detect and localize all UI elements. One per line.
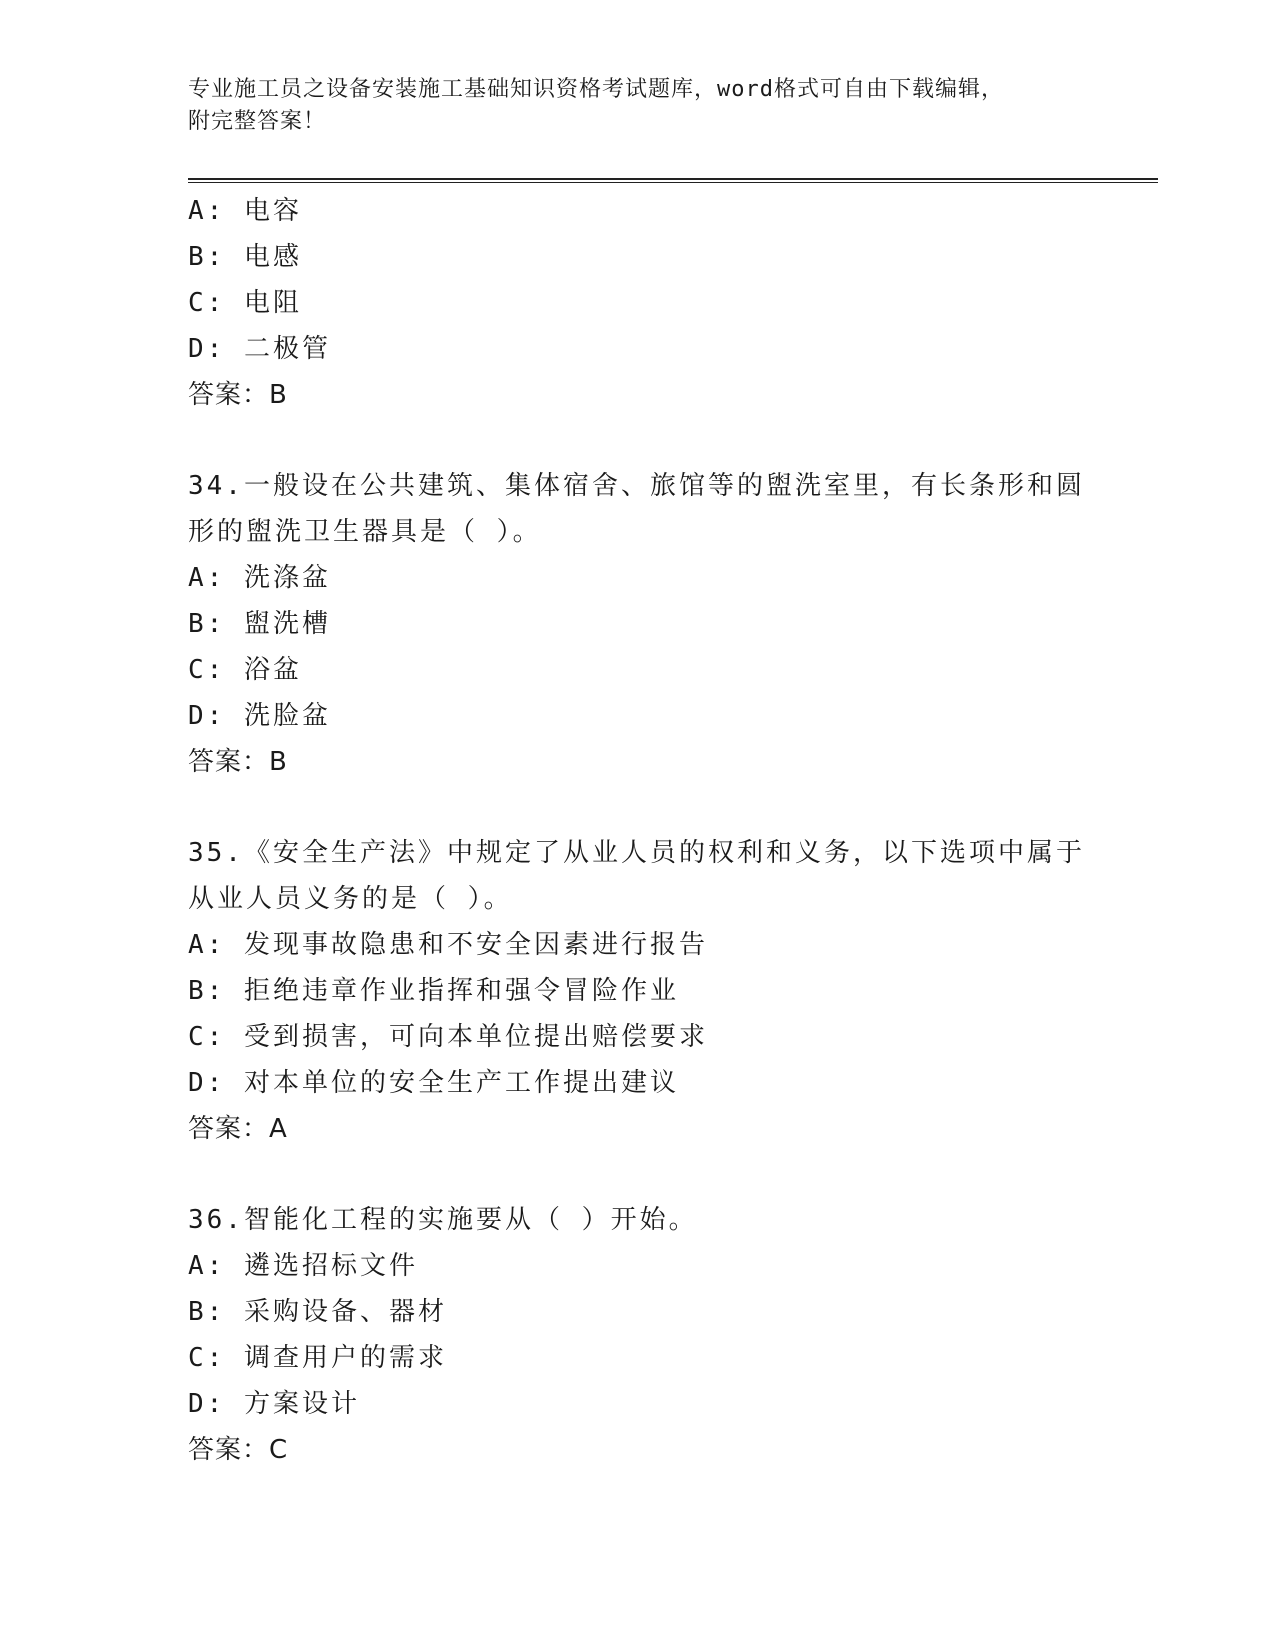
question-stem-line-2: 形的盥洗卫生器具是（ ）。 bbox=[188, 517, 542, 547]
question-33 bbox=[188, 188, 1088, 418]
header-line-2: 附完整答案！ bbox=[188, 109, 327, 134]
option-b: B: 电感 bbox=[188, 242, 302, 272]
option-c: C: 受到损害，可向本单位提出赔偿要求 bbox=[188, 1022, 708, 1052]
option-d: D: 二极管 bbox=[188, 334, 331, 364]
answer: 答案：B bbox=[188, 747, 288, 777]
question-34 bbox=[188, 463, 1088, 785]
question-stem-line-2: 从业人员义务的是（ ）。 bbox=[188, 884, 513, 914]
option-a: A: 电容 bbox=[188, 196, 302, 226]
option-d: D: 对本单位的安全生产工作提出建议 bbox=[188, 1068, 679, 1098]
option-b: B: 盥洗槽 bbox=[188, 609, 331, 639]
answer: 答案：B bbox=[188, 380, 288, 410]
header-line-1: 专业施工员之设备安装施工基础知识资格考试题库，word格式可自由下载编辑， bbox=[188, 77, 1004, 102]
option-a: A: 遴选招标文件 bbox=[188, 1251, 418, 1281]
question-stem-line-1: 36.智能化工程的实施要从（ ）开始。 bbox=[188, 1205, 698, 1235]
question-list bbox=[188, 188, 1088, 1473]
option-b: B: 采购设备、器材 bbox=[188, 1297, 447, 1327]
option-d: D: 方案设计 bbox=[188, 1389, 360, 1419]
option-a: A: 洗涤盆 bbox=[188, 563, 331, 593]
answer: 答案：C bbox=[188, 1435, 289, 1465]
option-b: B: 拒绝违章作业指挥和强令冒险作业 bbox=[188, 976, 679, 1006]
document-header bbox=[188, 74, 1088, 138]
answer: 答案：A bbox=[188, 1114, 288, 1144]
question-35 bbox=[188, 830, 1088, 1152]
option-d: D: 洗脸盆 bbox=[188, 701, 331, 731]
question-36 bbox=[188, 1197, 1088, 1473]
option-c: C: 浴盆 bbox=[188, 655, 302, 685]
header-divider bbox=[188, 178, 1158, 183]
option-c: C: 调查用户的需求 bbox=[188, 1343, 447, 1373]
option-c: C: 电阻 bbox=[188, 288, 302, 318]
question-stem-line-1: 35.《安全生产法》中规定了从业人员的权利和义务，以下选项中属于 bbox=[188, 838, 1085, 868]
option-a: A: 发现事故隐患和不安全因素进行报告 bbox=[188, 930, 708, 960]
question-stem-line-1: 34.一般设在公共建筑、集体宿舍、旅馆等的盥洗室里，有长条形和圆 bbox=[188, 471, 1085, 501]
